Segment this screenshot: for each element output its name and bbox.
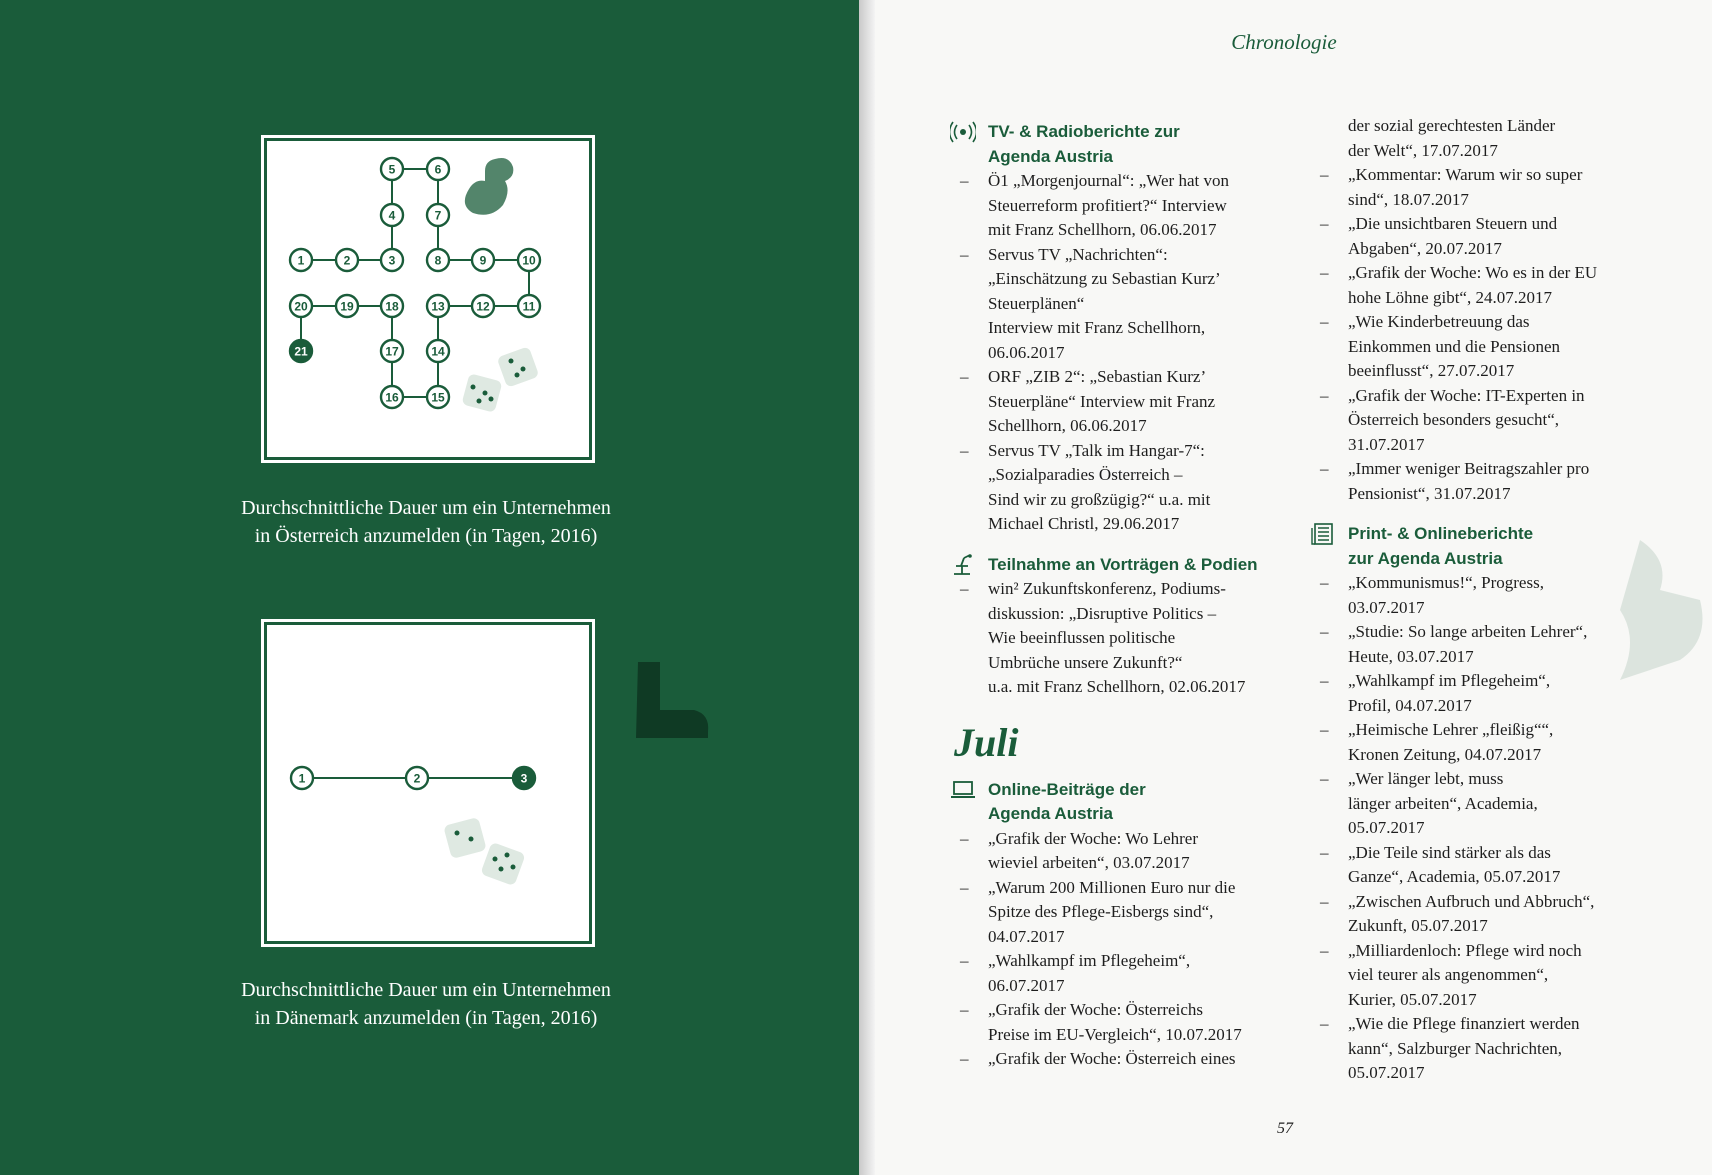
dice-icon [443,817,487,859]
dice-pip [455,831,460,836]
section-tv-radio [950,120,1295,537]
austria-square-label: 6 [434,162,442,177]
board-denmark [264,622,592,944]
section-heading-print [1310,522,1655,571]
list-online [950,827,1295,1072]
austria-square-label: 12 [476,299,490,314]
section-print [1310,522,1655,1086]
austria-square-label: 20 [294,299,308,314]
list-item [950,1047,1295,1072]
entry-line: Schellhorn, 06.06.2017 [988,416,1147,435]
dice-pip [489,397,494,402]
list-item [1310,384,1655,458]
dice-icon [497,346,540,388]
entry-line: Pensionist“, 31.07.2017 [1348,483,1511,503]
column-left [950,114,1295,1072]
list-item [1310,457,1655,506]
caption-denmark-line2: in Dänemark anzumelden (in Tagen, 2016) [254,1007,598,1029]
entry-line: Einkommen und die Pensionen [1348,336,1561,356]
book-gutter [859,0,875,1175]
austria-square-label: 11 [522,299,536,314]
dice-pip [509,359,514,364]
entry-line: – „Wer länger lebt, muss [1348,769,1504,788]
entry-line: – „Die unsichtbaren Steuern und [1348,214,1558,233]
austria-square-label: 13 [431,299,445,314]
entry-line: 05.07.2017 [1348,818,1425,837]
heading-line: Agenda Austria [988,146,1114,166]
entry-line: „Einschätzung zu Sebastian Kurz’ [988,269,1221,288]
dice-pip [521,367,526,372]
dice-pip [505,853,510,858]
column-right [1310,114,1655,1086]
entry-line: Steuerreform profitiert?“ Interview [988,195,1227,215]
entry-line: Zukunft, 05.07.2017 [1348,916,1488,935]
list-item [1310,939,1655,1013]
entry-line: – „Wie Kinderbetreuung das [1348,312,1530,331]
entry-line: hohe Löhne gibt“, 24.07.2017 [1348,287,1552,307]
dice-pip [477,399,482,404]
section-heading-tv-radio [950,120,1295,169]
caption-austria-line2: in Österreich anzumelden (in Tagen, 2016) [254,525,598,547]
list-item [1310,310,1655,384]
dice-icon [461,373,502,413]
austria-square-label: 18 [385,299,399,314]
list-item [950,827,1295,876]
entry-line: 03.07.2017 [1348,597,1425,617]
entry-line: – „Heimische Lehrer „fleißig““, [1348,720,1554,739]
entry-line: u.a. mit Franz Schellhorn, 02.06.2017 [988,677,1246,696]
podium-icon [950,554,976,576]
heading-line: TV- & Radioberichte zur [988,122,1180,141]
list-item [950,998,1295,1047]
caption-denmark [176,976,676,1032]
entry-line: – „Grafik der Woche: Wo es in der EU [1348,263,1598,282]
entry-line: 06.06.2017 [988,342,1065,362]
entry-line: Steuerplänen“ [988,293,1085,313]
entry-line: Preise im EU-Vergleich“, 10.07.2017 [988,1024,1242,1044]
list-item [1310,163,1655,212]
austria-square-label: 8 [434,253,442,268]
entry-line: viel teurer als angenommen“, [1348,965,1549,984]
section-talks [950,553,1295,700]
entry-line: kann“, Salzburger Nachrichten, [1348,1038,1562,1058]
entry-line: Interview mit Franz Schellhorn, [988,318,1206,337]
dice-pip [469,837,474,842]
entry-line: wieviel arbeiten“, 03.07.2017 [988,853,1190,872]
entry-line: – win² Zukunftskonferenz, Podiums- [988,579,1226,598]
entry-line: Michael Christl, 29.06.2017 [988,514,1180,533]
list-item [1310,890,1655,939]
denmark-square-label: 2 [413,771,421,786]
laptop-icon [950,779,976,801]
list-item [950,439,1295,537]
entry-line: „Sozialparadies Österreich – [988,465,1183,484]
dice-pip [499,867,504,872]
entry-line: – Servus TV „Talk im Hangar-7“: [988,440,1205,460]
heading-line: Print- & Onlineberichte [1348,524,1534,543]
denmark-square-label: 3 [520,771,528,786]
entry-line: – „Kommunismus!“, Progress, [1348,573,1544,592]
entry-line: – „Warum 200 Millionen Euro nur die [988,877,1236,897]
dice-icon [480,842,525,886]
dice-pip [471,385,476,390]
list-item [950,949,1295,998]
list-item [1310,718,1655,767]
heading-line: Online-Beiträge der [988,779,1146,799]
list-tv-radio [950,169,1295,537]
entry-line: sind“, 18.07.2017 [1348,189,1469,209]
page-number: 57 [1277,1120,1293,1137]
heading-line: zur Agenda Austria [1348,548,1503,568]
denmark-square-label: 1 [298,771,306,786]
entry-line: – „Studie: So lange arbeiten Lehrer“, [1348,622,1588,641]
list-item [1310,620,1655,669]
austria-square-label: 3 [388,253,396,268]
entry-line: der Welt“, 17.07.2017 [1348,140,1498,160]
list-item [950,365,1295,439]
list-item [1310,571,1655,620]
entry-line: – Ö1 „Morgenjournal“: „Wer hat von [988,171,1229,190]
list-item [950,169,1295,243]
entry-line: mit Franz Schellhorn, 06.06.2017 [988,220,1217,239]
entry-line: Österreich besonders gesucht“, [1348,410,1560,429]
list-item [1310,767,1655,841]
entry-line: 04.07.2017 [988,926,1065,946]
dice-pip [515,373,520,378]
entry-line: Umbrüche unsere Zukunft?“ [988,652,1183,672]
list-item [950,577,1295,700]
board-austria-path [267,141,589,457]
entry-line: – ORF „ZIB 2“: „Sebastian Kurz’ [988,367,1207,386]
austria-square-label: 21 [294,344,308,359]
running-head: Chronologie [1231,30,1337,54]
austria-square-label: 5 [388,162,396,177]
entry-line: Kronen Zeitung, 04.07.2017 [1348,744,1542,764]
austria-square-label: 10 [522,253,536,268]
entry-line: – „Immer weniger Beitragszahler pro [1348,459,1590,478]
dice-pip [511,865,516,870]
caption-denmark-line1: Durchschnittliche Dauer um ein Unternehmen [241,979,611,1001]
entry-line: 31.07.2017 [1348,434,1425,454]
heading-line: Agenda Austria [988,804,1114,823]
austria-square-label: 7 [434,208,442,223]
entry-line: – „Grafik der Woche: Österreich eines [988,1049,1236,1068]
austria-square-label: 15 [431,390,445,405]
entry-line: – „Grafik der Woche: Wo Lehrer [988,828,1198,848]
section-heading-talks [950,553,1295,578]
austria-square-label: 17 [385,344,399,359]
heading-line: Teilnahme an Vorträgen & Podien [988,554,1258,574]
continued-entry [1310,114,1655,163]
austria-square-label: 9 [479,253,487,268]
austria-square-label: 14 [431,344,445,359]
board-denmark-path [267,625,589,941]
list-item [1310,841,1655,890]
austria-square-label: 2 [343,253,351,268]
list-item [1310,212,1655,261]
list-print [1310,571,1655,1086]
entry-line: – „Milliardenloch: Pflege wird noch [1348,940,1582,960]
list-item [950,243,1295,366]
entry-line: Heute, 03.07.2017 [1348,646,1474,666]
entry-line: Profil, 04.07.2017 [1348,695,1472,715]
list-item [950,876,1295,950]
caption-austria-line1: Durchschnittliche Dauer um ein Unternehmen [241,497,611,519]
entry-line: – „Zwischen Aufbruch und Abbruch“, [1348,891,1595,911]
boot-icon [630,660,712,740]
section-online [950,778,1295,1072]
list-online-continued [1310,163,1655,506]
entry-line: Ganze“, Academia, 05.07.2017 [1348,867,1561,886]
entry-line: 05.07.2017 [1348,1063,1425,1082]
entry-line: Kurier, 05.07.2017 [1348,989,1477,1009]
entry-line: – „Die Teile sind stärker als das [1348,842,1551,862]
entry-line: – „Grafik der Woche: IT-Experten in [1348,385,1585,405]
section-heading-online [950,778,1295,827]
austria-square-label: 4 [388,208,396,223]
caption-austria [176,494,676,550]
entry-line: länger arbeiten“, Academia, [1348,793,1538,813]
entry-line: – „Wahlkampf im Pflegeheim“, [988,951,1191,970]
board-austria [264,138,592,460]
entry-line: – „Grafik der Woche: Österreichs [988,1000,1203,1019]
austria-square-label: 16 [385,390,399,405]
entry-line: beeinflusst“, 27.07.2017 [1348,361,1515,380]
list-item [1310,669,1655,718]
entry-line: – „Kommentar: Warum wir so super [1348,165,1583,184]
entry-line: Spitze des Pflege-Eisbergs sind“, [988,902,1214,921]
entry-line: Steuerpläne“ Interview mit Franz [988,391,1216,411]
entry-line: Sind wir zu großzügig?“ u.a. mit [988,489,1211,509]
entry-line: – „Wahlkampf im Pflegeheim“, [1348,671,1551,690]
pawn-icon [465,158,514,215]
list-item [1310,261,1655,310]
month-heading: Juli [954,719,1019,765]
entry-line: der sozial gerechtesten Länder [1348,116,1556,135]
austria-square-label: 19 [340,299,354,314]
entry-line: 06.07.2017 [988,975,1065,995]
entry-line: Wie beeinflussen politische [988,628,1176,647]
entry-line: – Servus TV „Nachrichten“: [988,244,1168,264]
entry-line: diskussion: „Disruptive Politics – [988,603,1217,623]
radio-icon [950,121,976,143]
entry-line: Abgaben“, 20.07.2017 [1348,238,1502,258]
newspaper-icon [1310,523,1336,545]
dice-pip [493,857,498,862]
entry-line: – „Wie die Pflege finanziert werden [1348,1014,1580,1033]
austria-square-label: 1 [297,253,305,268]
list-talks [950,577,1295,700]
dice-pip [483,391,488,396]
list-item [1310,1012,1655,1086]
